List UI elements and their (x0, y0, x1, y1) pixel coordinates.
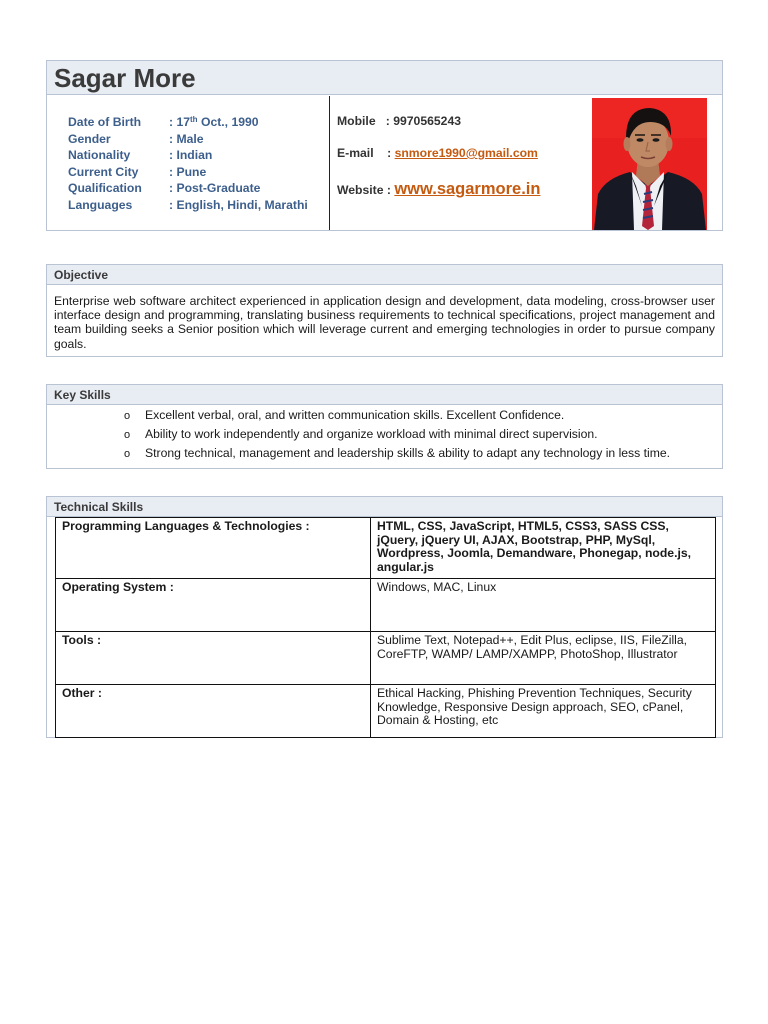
row-key: Other : (56, 685, 371, 738)
table-row (56, 579, 716, 632)
website-row (337, 180, 540, 199)
city-label: Current City (68, 164, 139, 179)
dob-row (68, 114, 308, 131)
website-link[interactable]: www.sagarmore.in (394, 180, 541, 198)
email-separator: : (387, 146, 392, 160)
table-row (56, 632, 716, 685)
personal-details (68, 114, 308, 214)
dob-label: Date of Birth (68, 115, 142, 129)
gender-value: : Male (169, 131, 204, 146)
mobile-row (337, 114, 461, 128)
row-value: HTML, CSS, JavaScript, HTML5, CSS3, SASS CSS, jQuery, jQuery UI, AJAX, Bootstrap, PHP, MySql, Wordpress, Joomla, Demandware, Phonegap, node.js, angular.js (371, 518, 716, 579)
row-value: Windows, MAC, Linux (371, 579, 716, 632)
city-row (68, 164, 308, 181)
bullet-icon: o (124, 410, 131, 422)
row-key: Tools : (56, 632, 371, 685)
skill-text: Excellent verbal, oral, and written communication skills. Excellent Confidence. (145, 408, 565, 422)
email-link[interactable]: snmore1990@gmail.com (394, 146, 538, 160)
gender-row (68, 131, 308, 148)
email-label: E-mail (337, 146, 374, 160)
skill-text: Ability to work independently and organize workload with minimal direct supervision. (145, 427, 598, 441)
qualification-value: : Post-Graduate (169, 181, 261, 196)
bullet-icon: o (124, 429, 131, 441)
key-skills-header (46, 384, 723, 405)
languages-row (68, 197, 308, 214)
key-skills-heading: Key Skills (54, 388, 111, 402)
nationality-row (68, 147, 308, 164)
gender-label: Gender (68, 131, 111, 146)
table-row (56, 685, 716, 738)
qualification-label: Qualification (68, 181, 142, 196)
technical-skills-heading: Technical Skills (54, 500, 144, 514)
table-row (56, 518, 716, 579)
languages-value: : English, Hindi, Marathi (169, 197, 308, 212)
nationality-value: : Indian (169, 148, 213, 163)
profile-photo (592, 98, 707, 230)
city-value: : Pune (169, 164, 207, 179)
candidate-name: Sagar More (54, 63, 196, 93)
list-item (124, 446, 670, 460)
objective-text: Enterprise web software architect experienced in application design and development, data modeling, cross-browser user interface design and programming, translating business requirements to technical specifications, project management and team building seeks a Senior position which will leverage current and emerging technologies in order to pursue company goals. (54, 294, 715, 351)
bullet-icon: o (124, 448, 131, 460)
objective-header (46, 264, 723, 285)
website-label: Website : (337, 183, 391, 197)
skill-text: Strong technical, management and leadership skills & ability to adapt any technology in less time. (145, 446, 671, 460)
mobile-separator: : (385, 114, 390, 128)
row-key: Operating System : (56, 579, 371, 632)
row-key: Programming Languages & Technologies : (56, 518, 371, 579)
technical-skills-header (46, 496, 723, 517)
name-header (46, 60, 723, 95)
languages-label: Languages (68, 197, 133, 212)
nationality-label: Nationality (68, 148, 131, 163)
qualification-row (68, 180, 308, 197)
list-item (124, 408, 564, 422)
portrait-image (592, 98, 707, 230)
list-item (124, 427, 598, 441)
row-value: Sublime Text, Notepad++, Edit Plus, eclipse, IIS, FileZilla, CoreFTP, WAMP/ LAMP/XAMPP, PhotoShop, Illustrator (371, 632, 716, 685)
mobile-value: 9970565243 (393, 114, 461, 128)
mobile-label: Mobile (337, 114, 376, 128)
dob-value: : 17th Oct., 1990 (169, 115, 259, 129)
email-row (337, 146, 538, 160)
row-value: Ethical Hacking, Phishing Prevention Techniques, Security Knowledge, Responsive Design approach, SEO, cPanel, Domain & Hosting, etc (371, 685, 716, 738)
technical-skills-table (55, 517, 716, 738)
column-divider (329, 96, 330, 230)
objective-heading: Objective (54, 268, 109, 282)
